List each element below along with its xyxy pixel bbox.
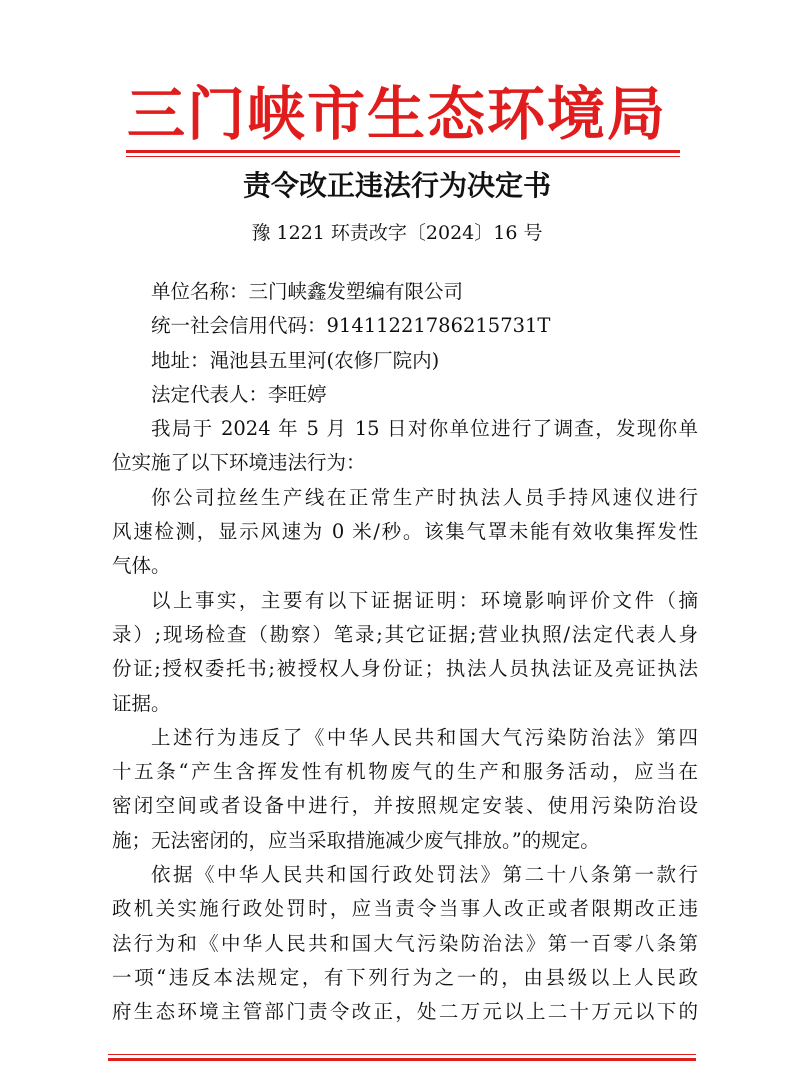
paragraph-line: 法行为和《中华人民共和国大气污染防治法》第一百零八条第: [112, 931, 698, 955]
footer-red-rule-thick: [108, 1058, 696, 1061]
paragraph-line: 证据。: [112, 691, 171, 715]
unit-name-line: 单位名称：三门峡鑫发塑编有限公司: [151, 280, 464, 303]
document-body: [112, 275, 698, 1030]
header-red-rule-thick: [126, 150, 680, 153]
paragraph-line: 录）;现场检查（勘察）笔录;其它证据;营业执照/法定代表人身: [112, 622, 698, 646]
credit-code-line: 统一社会信用代码：91411221786215731T: [151, 314, 551, 338]
header-red-rule-thin: [126, 156, 680, 157]
paragraph-line: 你公司拉丝生产线在正常生产时执法人员手持风速仪进行: [151, 485, 698, 509]
document-title: 责令改正违法行为决定书: [242, 169, 551, 202]
document-number: 豫 1221 环责改字〔2024〕16 号: [251, 222, 543, 244]
footer-red-rule-thin: [108, 1054, 696, 1055]
paragraph-line: 风速检测，显示风速为 0 米/秒。该集气罩未能有效收集挥发性: [112, 520, 698, 544]
paragraph-line: 十五条“产生含挥发性有机物废气的生产和服务活动，应当在: [112, 760, 698, 784]
legal-representative-line: 法定代表人：李旺婷: [151, 382, 327, 406]
paragraph-line: 府生态环境主管部门责令改正，处二万元以上二十万元以下的: [112, 1000, 698, 1024]
paragraph-line: 政机关实施行政处罚时，应当责令当事人改正或者限期改正违: [112, 897, 698, 921]
paragraph-line: 以上事实，主要有以下证据证明：环境影响评价文件（摘: [151, 588, 698, 612]
issuing-agency-header: 三门峡市生态环境局: [126, 80, 667, 148]
paragraph-line: 施；无法密闭的，应当采取措施减少废气排放。”的规定。: [112, 828, 600, 852]
paragraph-line: 一项“违反本法规定，有下列行为之一的，由县级以上人民政: [112, 965, 698, 989]
paragraph-line: 依据《中华人民共和国行政处罚法》第二十八条第一款行: [151, 863, 698, 887]
paragraph-line: 密闭空间或者设备中进行，并按照规定安装、使用污染防治设: [112, 794, 698, 818]
address-line: 地址：渑池县五里河(农修厂院内): [151, 348, 440, 372]
paragraph-line: 气体。: [112, 554, 171, 578]
paragraph-line: 我局于 2024 年 5 月 15 日对你单位进行了调查，发现你单: [151, 417, 698, 441]
paragraph-line: 位实施了以下环境违法行为：: [112, 451, 366, 475]
paragraph-line: 份证;授权委托书;被授权人身份证；执法人员执法证及亮证执法: [112, 657, 698, 681]
paragraph-line: 上述行为违反了《中华人民共和国大气污染防治法》第四: [151, 725, 698, 749]
